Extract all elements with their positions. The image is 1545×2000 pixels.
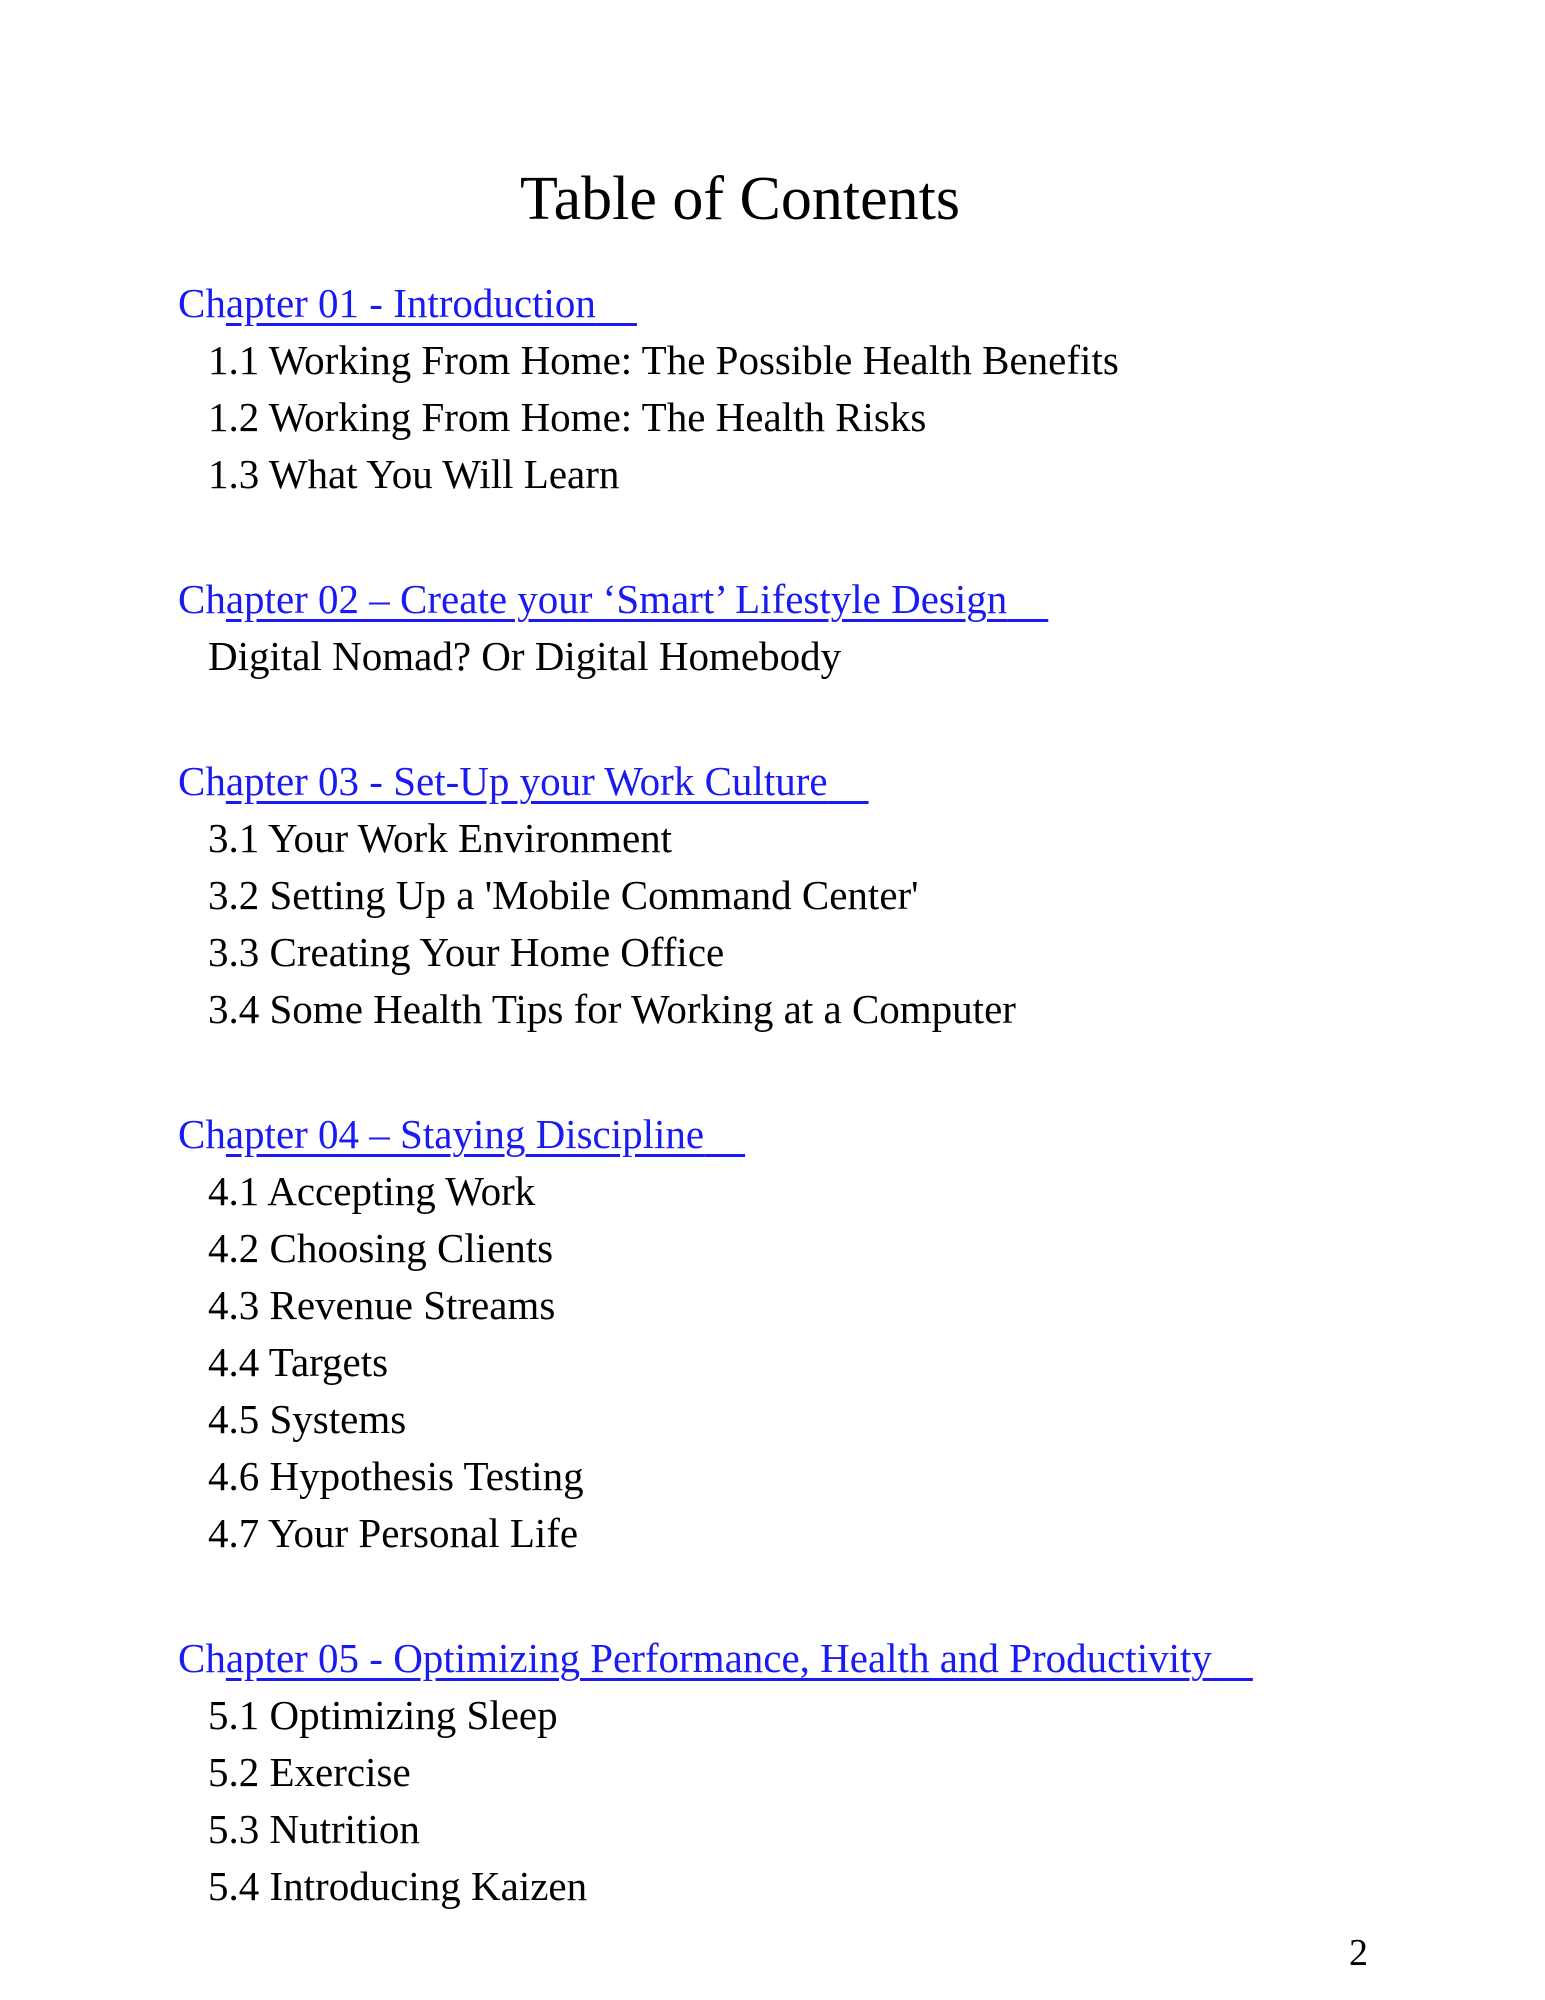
chapter-block-01 — [178, 275, 1368, 503]
page-title: Table of Contents — [520, 165, 960, 233]
toc-item: 3.4 Some Health Tips for Working at a Computer — [208, 986, 1016, 1032]
chapter-heading — [178, 571, 1368, 628]
chapter-block-05 — [178, 1630, 1368, 1915]
underline-tail — [828, 758, 869, 804]
toc-item: 4.7 Your Personal Life — [208, 1510, 579, 1556]
page-number: 2 — [1349, 1932, 1368, 1974]
toc-item: 1.1 Working From Home: The Possible Health Benefits — [208, 337, 1119, 383]
chapter-heading — [178, 1106, 1368, 1163]
chapter-heading — [178, 753, 1368, 810]
link-lead-chars: Ch — [178, 1635, 226, 1681]
toc-item: 5.2 Exercise — [208, 1749, 411, 1795]
toc-item: 1.3 What You Will Learn — [208, 451, 620, 497]
toc-item: 5.1 Optimizing Sleep — [208, 1692, 558, 1738]
toc-item: 4.3 Revenue Streams — [208, 1282, 556, 1328]
link-lead-chars: Ch — [178, 758, 226, 804]
chapter-heading — [178, 275, 1368, 332]
link-lead-chars: Ch — [178, 280, 226, 326]
toc-item: 1.2 Working From Home: The Health Risks — [208, 394, 927, 440]
link-lead-chars: Ch — [178, 576, 226, 622]
toc-item: 4.4 Targets — [208, 1339, 389, 1385]
chapter-01-link[interactable]: Chapter 01 - Introduction — [178, 280, 596, 326]
underline-tail — [704, 1111, 745, 1157]
toc-item: 3.1 Your Work Environment — [208, 815, 673, 861]
chapter-block-03 — [178, 753, 1368, 1038]
toc-item: 5.4 Introducing Kaizen — [208, 1863, 588, 1909]
toc-item: 3.3 Creating Your Home Office — [208, 929, 725, 975]
chapter-03-link[interactable]: Chapter 03 - Set-Up your Work Culture — [178, 758, 828, 804]
toc-item: 4.6 Hypothesis Testing — [208, 1453, 584, 1499]
toc-item: Digital Nomad? Or Digital Homebody — [208, 633, 842, 679]
underline-tail — [596, 280, 637, 326]
toc-item: 3.2 Setting Up a 'Mobile Command Center' — [208, 872, 919, 918]
chapter-02-link[interactable]: Chapter 02 – Create your ‘Smart’ Lifestyle Design — [178, 576, 1007, 622]
chapter-04-link[interactable]: Chapter 04 – Staying Discipline — [178, 1111, 704, 1157]
toc-item: 5.3 Nutrition — [208, 1806, 420, 1852]
chapter-heading — [178, 1630, 1368, 1687]
chapter-block-02 — [178, 571, 1368, 685]
toc-item: 4.5 Systems — [208, 1396, 407, 1442]
toc-item: 4.1 Accepting Work — [208, 1168, 536, 1214]
link-lead-chars: Ch — [178, 1111, 226, 1157]
toc-item: 4.2 Choosing Clients — [208, 1225, 554, 1271]
underline-tail — [1007, 576, 1048, 622]
chapter-05-link[interactable]: Chapter 05 - Optimizing Performance, Health and Productivity — [178, 1635, 1212, 1681]
chapter-block-04 — [178, 1106, 1368, 1562]
underline-tail — [1212, 1635, 1253, 1681]
